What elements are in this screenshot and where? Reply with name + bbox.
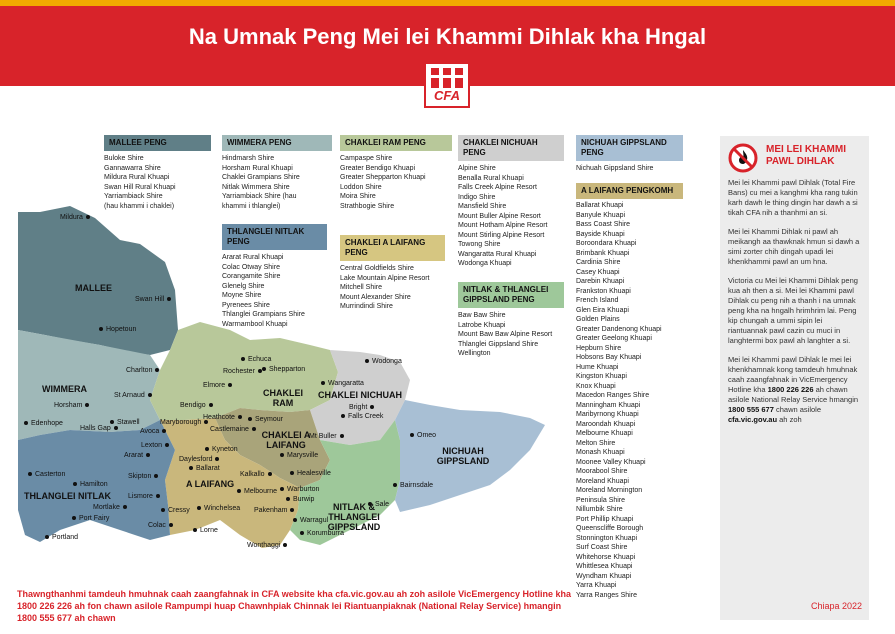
town-wonthaggi: Wonthaggi — [247, 542, 287, 550]
list-item: Macedon Ranges Shire — [576, 392, 650, 399]
list-item: Yarra Ranges Shire — [576, 591, 637, 599]
sidebar-title: MEI LEI KHAMMI PAWL DIHLAK — [766, 144, 846, 167]
region-label-chaklei-ram: CHAKLEI RAM — [263, 388, 303, 408]
list-nichuah-gippsland — [576, 135, 683, 174]
town-ballarat: Ballarat — [189, 465, 220, 473]
list-mallee — [104, 135, 211, 211]
list-item: Alpine Shire — [458, 165, 496, 172]
list-item: Horsham Rural Khuapi — [222, 164, 293, 172]
town-st-arnaud: St Arnaud — [114, 392, 152, 400]
town-skipton: Skipton — [128, 473, 158, 481]
list-item: Mount Buller Alpine Resort — [458, 212, 541, 220]
list-heading: MALLEE PENG — [104, 135, 211, 151]
list-heading: NICHUAH GIPPSLAND PENG — [576, 135, 683, 161]
list-item: Mount Stirling Alpine Resort — [458, 231, 545, 239]
town-castlemaine: Castlemaine — [210, 426, 256, 434]
list-item: Bass Coast Shire — [576, 221, 631, 228]
list-item: Maroondah Khuapi — [576, 420, 636, 428]
sidebar-paragraph: Mei lei Khammi pawl Dihlak (Total Fire Bans) cu mei a kanghmi kha rang tukin karh dawh le thing dingin har dawh a si tikah CFA nih a thanhmi an si. — [728, 178, 858, 217]
list-chaklei-ram — [340, 135, 452, 211]
list-item: Greater Bendigo Khuapi — [340, 164, 416, 172]
town-marysville: Marysville — [280, 452, 318, 460]
list-item: Moreland Mornington — [576, 487, 643, 494]
list-item: Corangamite Shire — [222, 273, 281, 280]
list-item: Monash Khuapi — [576, 449, 625, 456]
list-thlanglei-nitlak — [222, 224, 327, 329]
list-item: Hindmarsh Shire — [222, 155, 275, 162]
list-item: Frankston Khuapi — [576, 287, 631, 295]
town-falls-creek: Falls Creek — [341, 413, 383, 421]
town-horsham: Horsham — [54, 402, 89, 410]
town-burwip: Burwip — [286, 496, 314, 504]
list-item: Glen Eira Khuapi — [576, 306, 629, 314]
list-item: Thlanglei Grampians Shire — [222, 311, 305, 318]
list-item: Golden Plains — [576, 316, 620, 323]
list-item: Murrindindi Shire — [340, 303, 393, 310]
list-heading: NITLAK & THLANGLEI GIPPSLAND PENG — [458, 282, 564, 308]
list-item: Nillumbik Shire — [576, 506, 623, 513]
sidebar-text: chawn asilole — [775, 405, 822, 414]
list-item: Peninsula Shire — [576, 496, 626, 504]
list-item: Warrnambool Khuapi — [222, 320, 288, 328]
list-heading: CHAKLEI RAM PENG — [340, 135, 452, 151]
town-edenhope: Edenhope — [24, 420, 63, 428]
list-item: Cardinia Shire — [576, 259, 621, 266]
list-item: (hau khammi i chaklei) — [104, 202, 175, 210]
town-wangaratta: Wangaratta — [321, 380, 364, 388]
list-item: Loddon Shire — [340, 183, 382, 191]
page-title: Na Umnak Peng Mei lei Khammi Dihlak kha Hngal — [188, 24, 707, 49]
town-bright: Bright — [349, 404, 374, 412]
sidebar-paragraph: Victoria cu Mei lei Khammi Dihlak peng kua ah then a si. Mei lei Khammi pawl Dihlak cu peng nih a thanh i na umnak peng kha na hngalh hrimhrim lai. Peng kip chungah a ummi sipin lei riantuannak pawl cazin cu muci in langhtermi box pawl ah langhter a si. — [728, 276, 858, 345]
list-item: Maribyrnong Khuapi — [576, 411, 639, 418]
sidebar-text: ah chawn asilole National Relay Service hmangin — [728, 385, 859, 404]
list-item: Chaklei Grampians Shire — [222, 174, 300, 181]
town-maryborough: Maryborough — [160, 419, 208, 427]
list-item: Gannawarra Shire — [104, 164, 161, 172]
town-mildura: Mildura — [60, 214, 90, 222]
town-casterton: Casterton — [28, 471, 65, 479]
phone-number: 1800 555 677 — [728, 405, 774, 414]
list-item: Mansfield Shire — [458, 203, 507, 210]
list-nitlak-thlanglei-gippsland — [458, 282, 564, 359]
town-daylesford: Daylesford — [179, 456, 219, 464]
region-label-nitlak-thlanglei-gippsland: NITLAK & THLANGLEI GIPPSLAND — [327, 502, 381, 532]
list-item: Moonee Valley Khuapi — [576, 458, 646, 466]
region-label-nichuah-gippsland: NICHUAH GIPPSLAND — [436, 446, 490, 466]
list-item: Towong Shire — [458, 241, 501, 248]
logo-text: CFA — [434, 88, 460, 103]
list-item: Brimbank Khuapi — [576, 249, 630, 257]
town-ararat: Ararat — [124, 452, 150, 460]
list-item: Whitehorse Khuapi — [576, 553, 636, 561]
town-heathcote: Heathcote — [203, 414, 242, 422]
list-item: Falls Creek Alpine Resort — [458, 184, 537, 191]
year-label: Chiapa 2022 — [811, 601, 863, 611]
list-item: Lake Mountain Alpine Resort — [340, 274, 430, 282]
town-lexton: Lexton — [141, 442, 169, 450]
list-item: Pyrenees Shire — [222, 301, 270, 309]
town-kyneton: Kyneton — [205, 446, 238, 454]
list-item: Colac Otway Shire — [222, 263, 280, 271]
list-item: Hepburn Shire — [576, 344, 622, 352]
town-stawell: Stawell — [110, 419, 140, 427]
list-item: Banyule Khuapi — [576, 211, 626, 219]
list-item: Nichuah Gippsland Shire — [576, 165, 654, 172]
list-chaklei-nichuah — [458, 135, 564, 269]
list-item: Stonnington Khuapi — [576, 534, 638, 542]
town-charlton: Charlton — [126, 367, 159, 375]
town-hopetoun: Hopetoun — [99, 326, 136, 334]
footer-note: Thawngthanhmi tamdeuh hmuhnak caah zaangfahnak in CFA website kha cfa.vic.gov.au ah zoh asilole VicEmergency Hotline kha 1800 226 226 ah fon chawn asilole Rampumpi huap Chawnhpiak Chinnak lei Riantuanpiaknak (National Relay Service) hmangin 1800 555 677 ah chawn — [17, 589, 571, 623]
list-item: Campaspe Shire — [340, 155, 393, 162]
town-warragul: Warragul — [293, 517, 328, 525]
region-label-chaklei-nichuah: CHAKLEI NICHUAH — [318, 390, 402, 400]
town-bairnsdale: Bairnsdale — [393, 482, 433, 490]
town-kalkallo: Kalkallo — [240, 471, 272, 479]
list-item: Mount Alexander Shire — [340, 293, 411, 301]
sidebar-paragraph: Mei lei Khammi Dihlak ni pawl ah meikangh aa thawknak hmun si dawh a simi zorter chih dingah upadi lei khenkhammi pawl an um hna. — [728, 227, 860, 266]
no-fire-icon — [728, 143, 758, 173]
list-item: French Island — [576, 297, 619, 304]
town-cressy: Cressy — [161, 507, 190, 515]
town-hamilton: Hamilton — [73, 481, 108, 489]
list-item: Ballarat Khuapi — [576, 202, 624, 209]
list-item: Hobsons Bay Khuapi — [576, 354, 642, 361]
list-item: Thlanglei Gippsland Shire — [458, 340, 539, 348]
town-bendigo: Bendigo — [180, 402, 213, 410]
town-pakenham: Pakenham — [254, 507, 294, 515]
list-item: Nitlak Wimmera Shire — [222, 183, 290, 191]
town-shepparton: Shepparton — [262, 366, 305, 374]
list-item: Mitchell Shire — [340, 284, 383, 291]
sidebar-body — [728, 178, 863, 434]
region-label-wimmera: WIMMERA — [42, 384, 87, 394]
list-item: Buloke Shire — [104, 155, 144, 162]
town-omeo: Omeo — [410, 432, 436, 440]
list-item: Mount Baw Baw Alpine Resort — [458, 331, 553, 338]
town-mt-buller: Mt Buller — [309, 433, 344, 441]
town-swan-hill: Swan Hill — [135, 296, 171, 304]
town-sale: Sale — [368, 501, 389, 509]
sidebar-paragraph-contact — [728, 355, 863, 425]
list-item: Yarra Khuapi — [576, 582, 617, 589]
list-item: Casey Khuapi — [576, 268, 620, 276]
list-item: Knox Khuapi — [576, 382, 616, 390]
town-elmore: Elmore — [203, 382, 232, 390]
list-wimmera — [222, 135, 332, 211]
list-item: Moyne Shire — [222, 292, 262, 299]
list-item: khammi i thlanglei) — [222, 202, 281, 210]
list-item: Bayside Khuapi — [576, 230, 625, 238]
list-item: Surf Coast Shire — [576, 544, 628, 551]
list-item: Central Goldfields Shire — [340, 265, 414, 272]
region-mallee — [18, 206, 178, 355]
list-item: Kingston Khuapi — [576, 373, 627, 380]
list-heading: WIMMERA PENG — [222, 135, 332, 151]
town-korumburra: Korumburra — [300, 530, 344, 538]
list-item: Yarriambiack Shire (hau — [222, 193, 297, 200]
town-melbourne: Melbourne — [237, 488, 277, 496]
town-port-fairy: Port Fairy — [72, 515, 109, 523]
list-item: Swan Hill Rural Khuapi — [104, 183, 176, 191]
list-item: Mildura Rural Khuapi — [104, 174, 170, 181]
region-label-mallee: MALLEE — [75, 283, 112, 293]
list-item: Strathbogie Shire — [340, 202, 395, 210]
list-item: Mount Hotham Alpine Resort — [458, 222, 548, 229]
list-item: Greater Dandenong Khuapi — [576, 325, 662, 333]
region-label-a-laifang: A LAIFANG — [186, 479, 235, 489]
list-item: Whittlesea Khuapi — [576, 563, 633, 570]
town-avoca: Avoca — [140, 428, 166, 436]
list-chaklei-a-laifang — [340, 235, 445, 312]
list-heading: CHAKLEI NICHUAH PENG — [458, 135, 564, 161]
region-label-chaklei-a-laifang: CHAKLEI A LAIFANG — [261, 430, 311, 450]
list-item: Greater Shepparton Khuapi — [340, 174, 426, 181]
list-item: Yarriambiack Shire — [104, 193, 163, 200]
town-echuca: Echuca — [241, 356, 271, 364]
list-item: Queenscliffe Borough — [576, 525, 644, 532]
list-item: Glenelg Shire — [222, 282, 265, 290]
town-healesville: Healesville — [290, 470, 331, 478]
list-item: Melbourne Khuapi — [576, 430, 633, 437]
town-halls-gap: Halls Gap — [80, 425, 118, 433]
town-lismore: Lismore — [128, 493, 160, 501]
list-heading: A LAIFANG PENGKOMH — [576, 183, 683, 199]
town-rochester: Rochester — [223, 368, 262, 376]
list-item: Wodonga Khuapi — [458, 260, 512, 267]
list-item: Latrobe Khuapi — [458, 321, 506, 329]
list-item: Benalla Rural Khuapi — [458, 174, 524, 182]
town-winchelsea: Winchelsea — [197, 505, 240, 513]
list-item: Indigo Shire — [458, 193, 496, 201]
list-item: Moira Shire — [340, 193, 376, 200]
list-item: Moorabool Shire — [576, 468, 628, 475]
town-portland: Portland — [45, 534, 78, 542]
list-item: Darebin Khuapi — [576, 278, 625, 285]
list-item: Wangaratta Rural Khuapi — [458, 250, 537, 258]
list-item: Boroondara Khuapi — [576, 240, 637, 247]
town-wodonga: Wodonga — [365, 358, 402, 366]
town-mortlake: Mortlake — [93, 504, 127, 512]
sidebar-text: ah zoh — [779, 415, 802, 424]
phone-number: 1800 226 226 — [767, 385, 814, 394]
list-item: Greater Geelong Khuapi — [576, 335, 652, 342]
list-item: Manningham Khuapi — [576, 401, 641, 409]
sidebar-text: Mei lei Khammi pawl Dihlak le mei lei khenkhamnak kong tamdeuh hmuhnak caah zaangfahnak in VicEmergency Hotline kha — [728, 355, 858, 394]
list-heading: THLANGLEI NITLAK PENG — [222, 224, 327, 250]
town-lorne: Lorne — [193, 527, 218, 535]
list-a-laifang-pengkomh — [576, 183, 683, 600]
list-item: Melton Shire — [576, 439, 616, 447]
town-seymour: Seymour — [248, 416, 283, 424]
list-item: Ararat Rural Khuapi — [222, 254, 284, 261]
town-warburton: Warburton — [280, 486, 319, 494]
list-item: Hume Khuapi — [576, 363, 619, 371]
list-item: Wellington — [458, 350, 491, 357]
website-link[interactable]: cfa.vic.gov.au — [728, 415, 778, 424]
list-heading: CHAKLEI A LAIFANG PENG — [340, 235, 445, 261]
list-item: Moreland Khuapi — [576, 477, 629, 485]
list-item: Baw Baw Shire — [458, 312, 506, 319]
town-colac: Colac — [148, 522, 173, 530]
list-item: Wyndham Khuapi — [576, 572, 632, 580]
list-item: Port Phillip Khuapi — [576, 515, 634, 523]
region-label-thlanglei-nitlak: THLANGLEI NITLAK — [24, 491, 111, 501]
